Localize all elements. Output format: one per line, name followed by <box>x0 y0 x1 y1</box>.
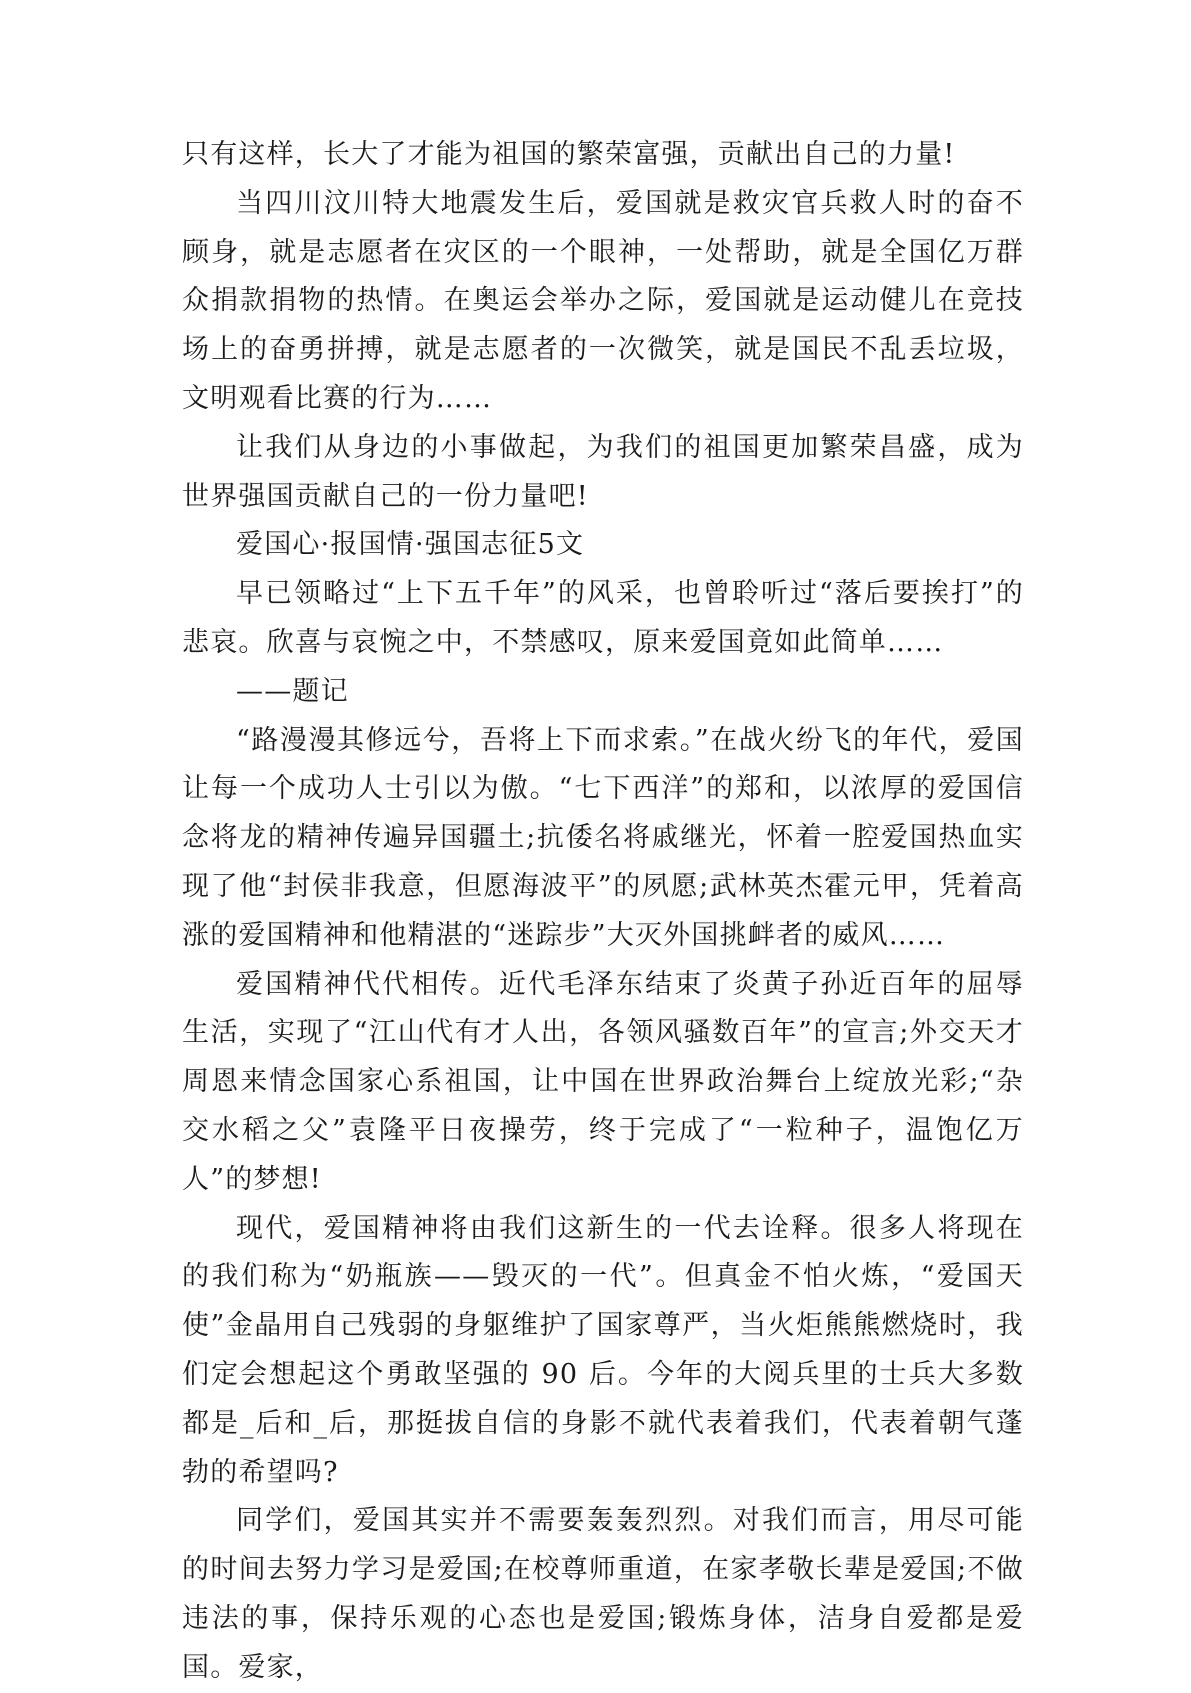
paragraph-8: 爱国精神代代相传。近代毛泽东结束了炎黄子孙近百年的屈辱生活，实现了“江山代有才人出，各领风骚数百年”的宣言;外交天才周恩来情念国家心系祖国，让中国在世界政治舞台上绽放光彩;“杂交水稻之父”袁隆平日夜操劳，终于完成了“一粒种子，温饱亿万人”的梦想! <box>182 968 1024 1195</box>
paragraph-2: 当四川汶川特大地震发生后，爱国就是救灾官兵救人时的奋不顾身，就是志愿者在灾区的一个眼神，一处帮助，就是全国亿万群众捐款捐物的热情。在奥运会举办之际，爱国就是运动健儿在竞技场上的奋勇拼搏，就是志愿者的一次微笑，就是国民不乱丢垃圾，文明观看比赛的行为…… <box>182 187 1024 414</box>
paragraph-1: 只有这样，长大了才能为祖国的繁荣富强，贡献出自己的力量! <box>182 139 956 170</box>
paragraph-10: 同学们，爱国其实并不需要轰轰烈烈。对我们而言，用尽可能的时间去努力学习是爱国;在校尊师重道，在家孝敬长辈是爱国;不做违法的事，保持乐观的心态也是爱国;锻炼身体，洁身自爱都是爱国。爱家， <box>182 1505 1024 1683</box>
paragraph-epigraph: 早已领略过“上下五千年”的风采，也曾聆听过“落后要挨打”的悲哀。欣喜与哀惋之中，不禁感叹，原来爱国竟如此简单…… <box>182 578 1024 658</box>
paragraph-3: 让我们从身边的小事做起，为我们的祖国更加繁荣昌盛，成为世界强国贡献自己的一份力量吧! <box>182 431 1024 512</box>
section-title: 爱国心·报国情·强国志征5文 <box>236 529 585 561</box>
epigraph-signature: ——题记 <box>236 675 349 707</box>
paragraph-9: 现代，爱国精神将由我们这新生的一代去诠释。很多人将现在的我们称为“奶瓶族——毁灭的一代”。但真金不怕火炼，“爱国天使”金晶用自己残弱的身躯维护了国家尊严，当火炬熊熊燃烧时，我们定会想起这个勇敢坚强的 90 后。今年的大阅兵里的士兵大多数都是_后和_后，那挺拔自信的身影不就代表着我们，代表着朝气蓬勃的希望吗? <box>182 1212 1024 1488</box>
document-page <box>182 131 1024 1693</box>
paragraph-7: “路漫漫其修远兮，吾将上下而求索。”在战火纷飞的年代，爱国让每一个成功人士引以为傲。“七下西洋”的郑和，以浓厚的爱国信念将龙的精神传遍异国疆土;抗倭名将戚继光，怀着一腔爱国热血实现了他“封侯非我意，但愿海波平”的夙愿;武林英杰霍元甲，凭着高涨的爱国精神和他精湛的“迷踪步”大灭外国挑衅者的威风…… <box>182 724 1024 951</box>
